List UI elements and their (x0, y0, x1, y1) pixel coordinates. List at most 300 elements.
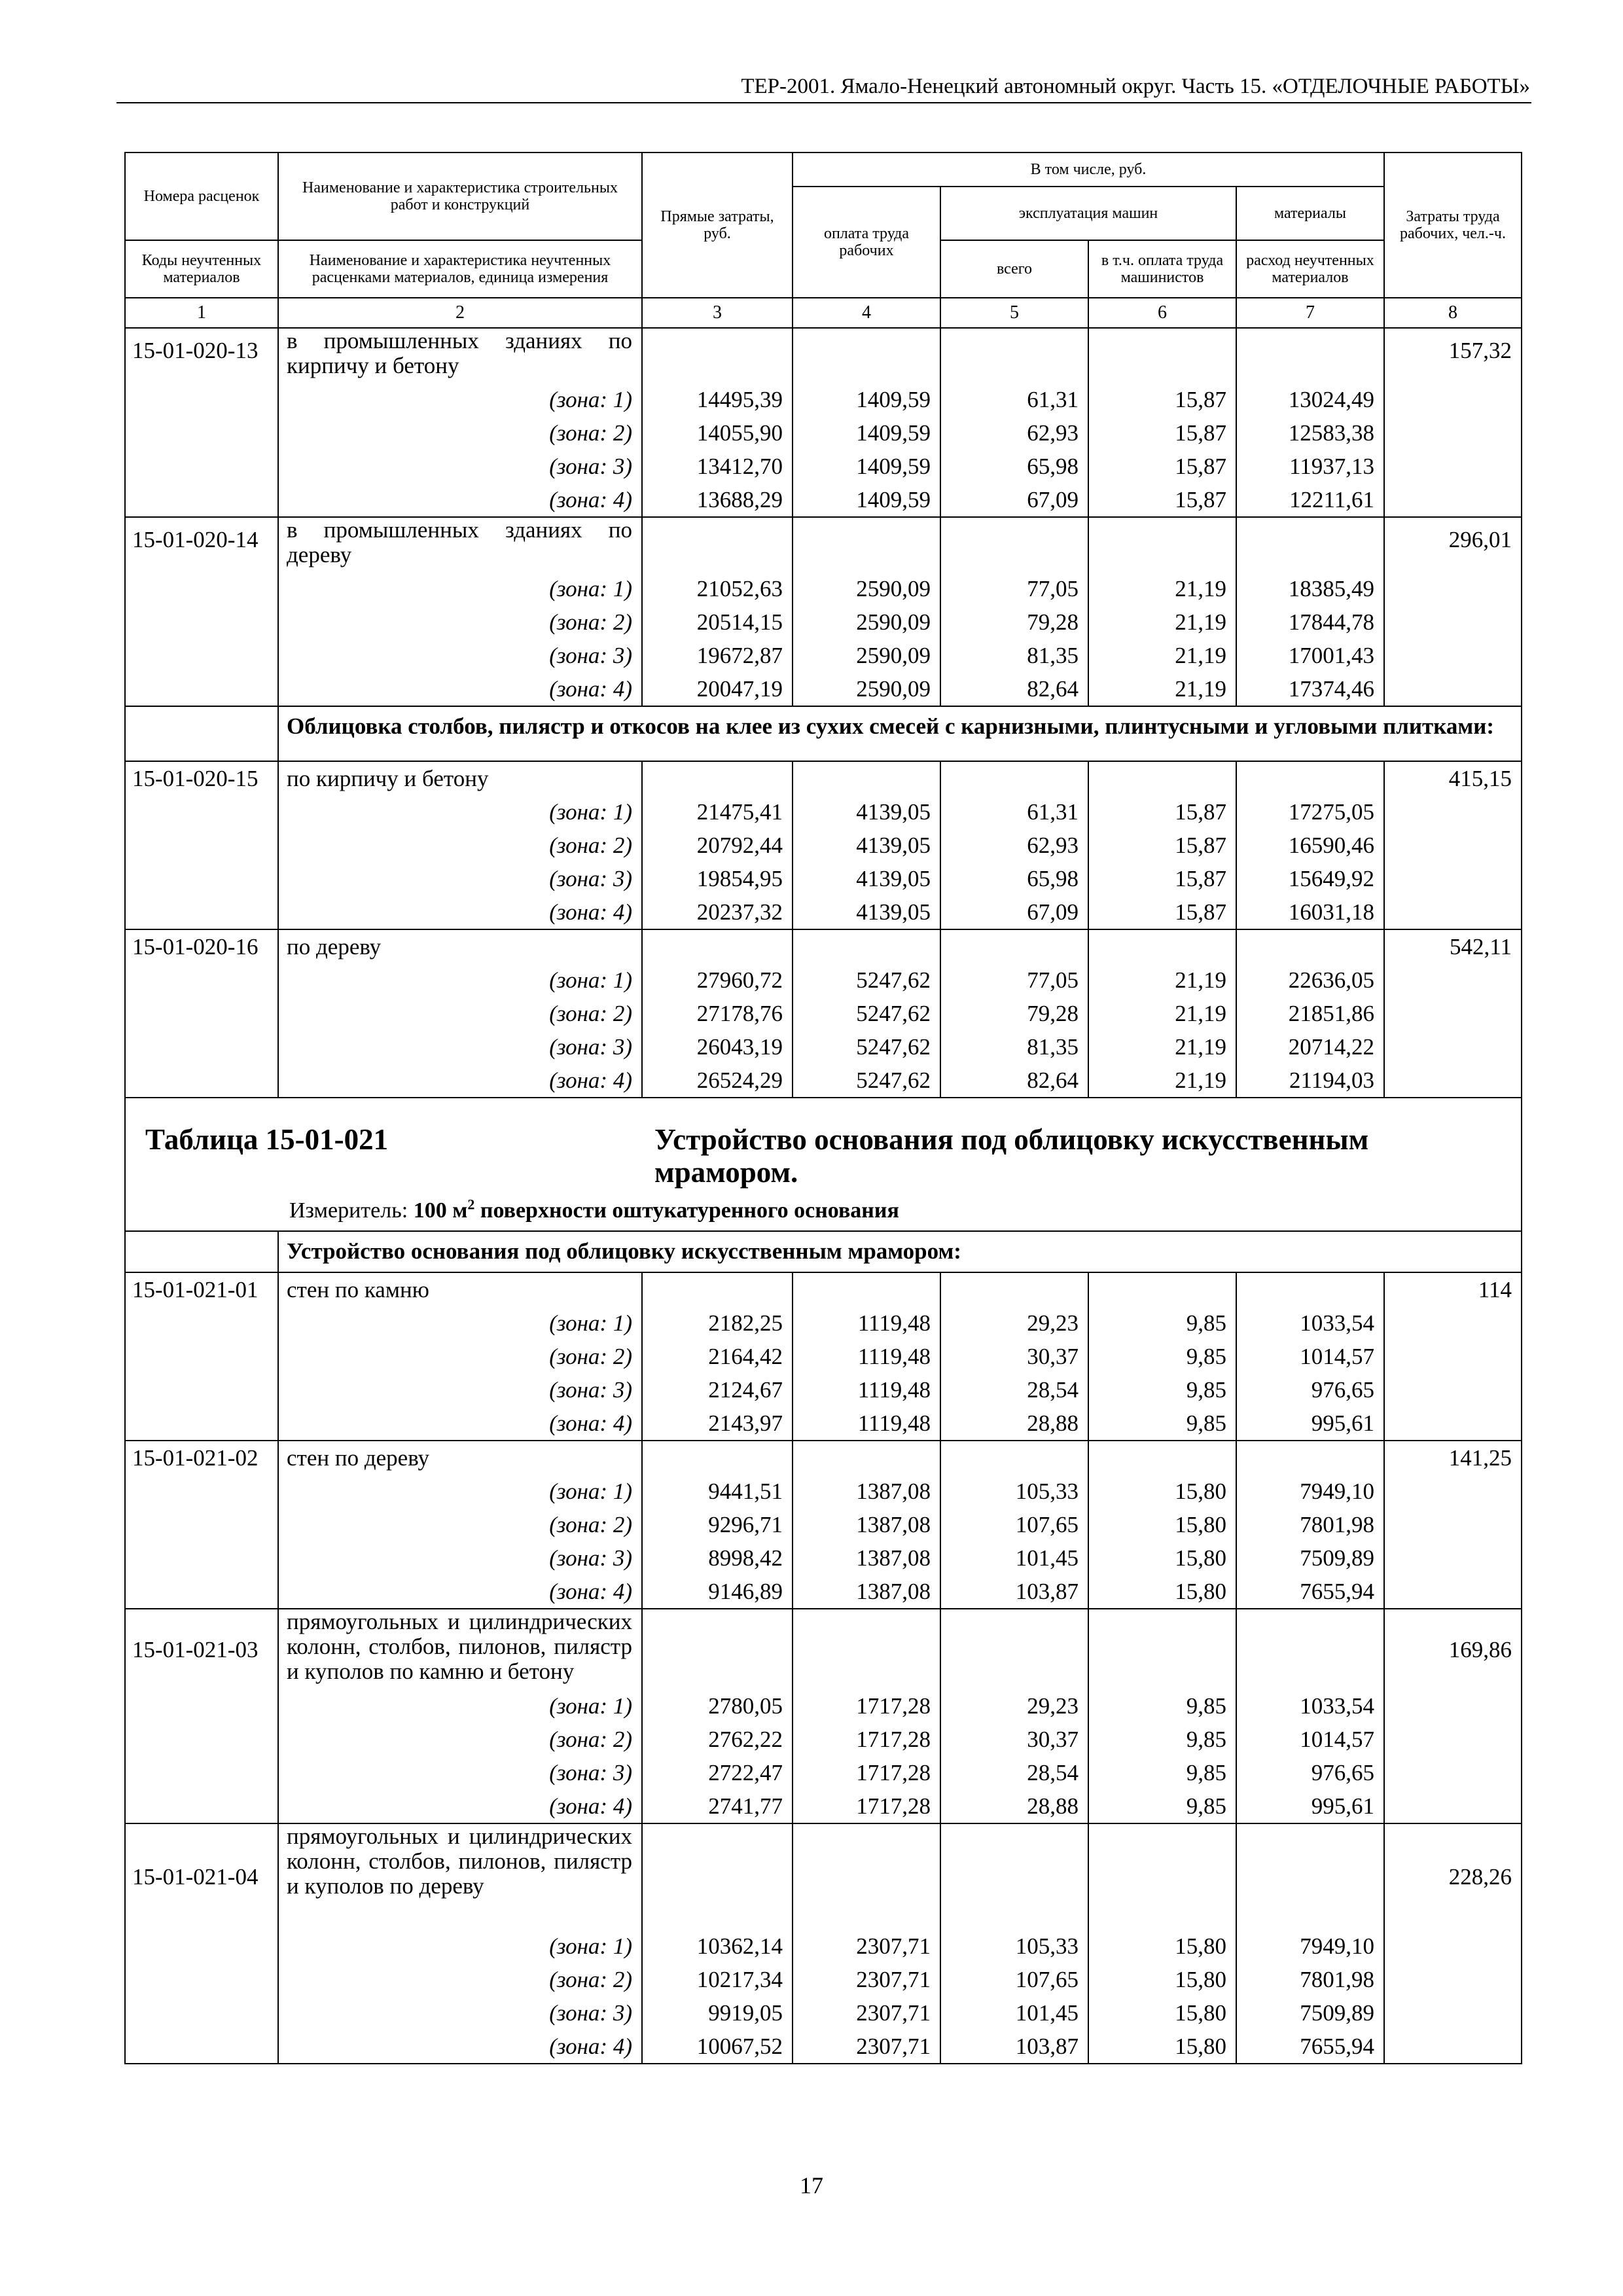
value-cell: 21,19 (1088, 1030, 1236, 1064)
value-cell: 7949,10 (1236, 1475, 1384, 1508)
empty-cell (940, 1823, 1088, 1929)
zone-row (125, 829, 1522, 862)
empty-cell (125, 572, 278, 605)
value-cell: 22636,05 (1236, 963, 1384, 997)
zone-label: (зона: 3) (278, 1541, 642, 1575)
value-cell: 21,19 (1088, 639, 1236, 672)
empty-cell (1384, 672, 1522, 706)
value-cell: 65,98 (940, 862, 1088, 895)
value-cell: 67,09 (940, 895, 1088, 929)
col-number-5: 5 (940, 298, 1088, 328)
rate-labor: 228,26 (1384, 1823, 1522, 1929)
rate-row (125, 1609, 1522, 1689)
value-cell: 13024,49 (1236, 383, 1384, 416)
rate-name: стен по камню (278, 1272, 642, 1306)
zone-row (125, 416, 1522, 450)
empty-cell (1384, 2030, 1522, 2064)
empty-cell (125, 1996, 278, 2030)
value-cell: 2722,47 (642, 1756, 793, 1789)
empty-cell (125, 416, 278, 450)
empty-cell (1236, 1823, 1384, 1929)
value-cell: 16590,46 (1236, 829, 1384, 862)
empty-cell (125, 1789, 278, 1823)
empty-cell (940, 517, 1088, 572)
table21-title-block (125, 1098, 1522, 1231)
zone-row (125, 383, 1522, 416)
empty-cell (940, 1609, 1088, 1689)
zone-label: (зона: 1) (278, 1306, 642, 1340)
value-cell: 9919,05 (642, 1996, 793, 2030)
zone-label: (зона: 4) (278, 895, 642, 929)
value-cell: 15,80 (1088, 1963, 1236, 1996)
rate-code: 15-01-021-01 (125, 1272, 278, 1306)
zone-row (125, 895, 1522, 929)
empty-cell (793, 517, 940, 572)
col-number-1: 1 (125, 298, 278, 328)
value-cell: 1033,54 (1236, 1689, 1384, 1723)
value-cell: 2762,22 (642, 1723, 793, 1756)
value-cell: 21,19 (1088, 963, 1236, 997)
empty-cell (1384, 1407, 1522, 1441)
empty-cell (125, 1756, 278, 1789)
empty-cell (1088, 1609, 1236, 1689)
zone-label: (зона: 1) (278, 963, 642, 997)
value-cell: 2182,25 (642, 1306, 793, 1340)
header-col2-bottom: Наименование и характеристика неучтенных расценками материалов, единица измерения (278, 240, 642, 298)
col-number-6: 6 (1088, 298, 1236, 328)
value-cell: 15,87 (1088, 895, 1236, 929)
value-cell: 2590,09 (793, 672, 940, 706)
zone-row (125, 1723, 1522, 1756)
header-col4: оплата труда рабочих (793, 187, 940, 298)
rates-table (124, 152, 1522, 2064)
value-cell: 1033,54 (1236, 1306, 1384, 1340)
empty-cell (1384, 1541, 1522, 1575)
header-col1-top: Номера расценок (125, 152, 278, 240)
value-cell: 4139,05 (793, 895, 940, 929)
rate-code: 15-01-020-15 (125, 761, 278, 795)
header-machines: эксплуатация машин (940, 187, 1236, 240)
empty-cell (125, 450, 278, 483)
value-cell: 1409,59 (793, 383, 940, 416)
value-cell: 9,85 (1088, 1373, 1236, 1407)
value-cell: 1119,48 (793, 1306, 940, 1340)
col-number-4: 4 (793, 298, 940, 328)
value-cell: 15,87 (1088, 829, 1236, 862)
empty-cell (125, 997, 278, 1030)
empty-cell (1384, 639, 1522, 672)
value-cell: 995,61 (1236, 1789, 1384, 1823)
empty-cell (1384, 1475, 1522, 1508)
value-cell: 18385,49 (1236, 572, 1384, 605)
value-cell: 2307,71 (793, 1929, 940, 1963)
value-cell: 15,87 (1088, 450, 1236, 483)
rate-name: по дереву (278, 929, 642, 963)
value-cell: 14055,90 (642, 416, 793, 450)
value-cell: 14495,39 (642, 383, 793, 416)
value-cell: 2143,97 (642, 1407, 793, 1441)
empty-cell (125, 1689, 278, 1723)
rate-row (125, 1272, 1522, 1306)
empty-cell (125, 605, 278, 639)
value-cell: 81,35 (940, 1030, 1088, 1064)
rate-row (125, 1823, 1522, 1929)
value-cell: 9,85 (1088, 1340, 1236, 1373)
zone-label: (зона: 2) (278, 997, 642, 1030)
header-including: В том числе, руб. (793, 152, 1384, 187)
value-cell: 2780,05 (642, 1689, 793, 1723)
table21-title: Устройство основания под облицовку искусственным мрамором. (654, 1123, 1369, 1189)
value-cell: 7655,94 (1236, 1575, 1384, 1609)
value-cell: 4139,05 (793, 829, 940, 862)
zone-row (125, 672, 1522, 706)
zone-label: (зона: 3) (278, 1996, 642, 2030)
empty-cell (940, 1272, 1088, 1306)
rate-row (125, 929, 1522, 963)
empty-cell (1384, 1030, 1522, 1064)
empty-cell (1088, 328, 1236, 383)
empty-cell (1236, 517, 1384, 572)
value-cell: 1717,28 (793, 1723, 940, 1756)
value-cell: 2307,71 (793, 1996, 940, 2030)
value-cell: 21,19 (1088, 605, 1236, 639)
empty-cell (125, 639, 278, 672)
rate-code: 15-01-020-14 (125, 517, 278, 572)
zone-row (125, 572, 1522, 605)
value-cell: 1119,48 (793, 1340, 940, 1373)
empty-cell (1384, 1689, 1522, 1723)
value-cell: 4139,05 (793, 862, 940, 895)
empty-cell (642, 1823, 793, 1929)
value-cell: 1387,08 (793, 1475, 940, 1508)
value-cell: 1387,08 (793, 1508, 940, 1541)
zone-row (125, 639, 1522, 672)
rate-name: прямоугольных и цилиндрических колонн, столбов, пилонов, пилястр и куполов по камню и бетону (278, 1609, 642, 1689)
value-cell: 10217,34 (642, 1963, 793, 1996)
page-number: 17 (800, 2172, 823, 2198)
zone-row (125, 1340, 1522, 1373)
empty-cell (125, 963, 278, 997)
zone-label: (зона: 1) (278, 1475, 642, 1508)
rate-name: в промышленных зданиях по кирпичу и бетону (278, 328, 642, 383)
value-cell: 1119,48 (793, 1407, 940, 1441)
zone-label: (зона: 2) (278, 605, 642, 639)
empty-cell (125, 483, 278, 517)
zone-label: (зона: 4) (278, 1064, 642, 1098)
empty-cell (1384, 1963, 1522, 1996)
empty-cell (125, 1030, 278, 1064)
empty-cell (642, 517, 793, 572)
meter-rest: поверхности оштукатуренного основания (474, 1198, 899, 1223)
empty-cell (642, 1441, 793, 1475)
rate-labor: 169,86 (1384, 1609, 1522, 1689)
empty-cell (125, 1231, 278, 1272)
header-col5: всего (940, 240, 1088, 298)
empty-cell (642, 328, 793, 383)
value-cell: 1014,57 (1236, 1723, 1384, 1756)
empty-cell (1384, 1373, 1522, 1407)
zone-label: (зона: 3) (278, 1373, 642, 1407)
empty-cell (1384, 1789, 1522, 1823)
zone-row (125, 1064, 1522, 1098)
section-row (125, 1231, 1522, 1272)
value-cell: 2590,09 (793, 572, 940, 605)
empty-cell (1236, 328, 1384, 383)
zone-row (125, 862, 1522, 895)
rate-code: 15-01-021-03 (125, 1609, 278, 1689)
empty-cell (940, 929, 1088, 963)
rate-labor: 141,25 (1384, 1441, 1522, 1475)
value-cell: 61,31 (940, 795, 1088, 829)
empty-cell (793, 328, 940, 383)
zone-row (125, 795, 1522, 829)
zone-label: (зона: 1) (278, 572, 642, 605)
value-cell: 17001,43 (1236, 639, 1384, 672)
value-cell: 21,19 (1088, 997, 1236, 1030)
value-cell: 27178,76 (642, 997, 793, 1030)
value-cell: 16031,18 (1236, 895, 1384, 929)
header-col6: в т.ч. оплата труда машинистов (1088, 240, 1236, 298)
header-col2-top: Наименование и характеристика строительных работ и конструкций (278, 152, 642, 240)
table21-meter (289, 1194, 899, 1227)
empty-cell (1384, 963, 1522, 997)
rate-name: стен по дереву (278, 1441, 642, 1475)
meter-prefix: Измеритель: (289, 1198, 408, 1223)
empty-cell (1384, 795, 1522, 829)
value-cell: 9441,51 (642, 1475, 793, 1508)
value-cell: 15649,92 (1236, 862, 1384, 895)
empty-cell (1088, 761, 1236, 795)
empty-cell (125, 795, 278, 829)
empty-cell (642, 761, 793, 795)
value-cell: 5247,62 (793, 963, 940, 997)
empty-cell (125, 1373, 278, 1407)
value-cell: 79,28 (940, 605, 1088, 639)
value-cell: 9,85 (1088, 1756, 1236, 1789)
value-cell: 28,88 (940, 1407, 1088, 1441)
rate-code: 15-01-021-04 (125, 1823, 278, 1929)
value-cell: 62,93 (940, 829, 1088, 862)
zone-row (125, 1996, 1522, 2030)
value-cell: 17844,78 (1236, 605, 1384, 639)
value-cell: 1387,08 (793, 1575, 940, 1609)
value-cell: 19854,95 (642, 862, 793, 895)
value-cell: 15,80 (1088, 1996, 1236, 2030)
value-cell: 82,64 (940, 672, 1088, 706)
empty-cell (1236, 929, 1384, 963)
value-cell: 105,33 (940, 1475, 1088, 1508)
zone-row (125, 483, 1522, 517)
zone-label: (зона: 4) (278, 1789, 642, 1823)
zone-label: (зона: 3) (278, 1030, 642, 1064)
empty-cell (1384, 895, 1522, 929)
empty-cell (125, 829, 278, 862)
empty-cell (1088, 929, 1236, 963)
zone-row (125, 1756, 1522, 1789)
empty-cell (1384, 997, 1522, 1030)
zone-label: (зона: 2) (278, 1508, 642, 1541)
zone-label: (зона: 3) (278, 450, 642, 483)
empty-cell (1236, 1441, 1384, 1475)
header-col7: расход неучтенных материалов (1236, 240, 1384, 298)
value-cell: 15,80 (1088, 1575, 1236, 1609)
value-cell: 2741,77 (642, 1789, 793, 1823)
value-cell: 9146,89 (642, 1575, 793, 1609)
zone-row (125, 1929, 1522, 1963)
rate-name: в промышленных зданиях по дереву (278, 517, 642, 572)
value-cell: 21851,86 (1236, 997, 1384, 1030)
value-cell: 61,31 (940, 383, 1088, 416)
empty-cell (1384, 1723, 1522, 1756)
empty-cell (125, 1475, 278, 1508)
value-cell: 2590,09 (793, 605, 940, 639)
zone-label: (зона: 2) (278, 1963, 642, 1996)
value-cell: 1387,08 (793, 1541, 940, 1575)
value-cell: 67,09 (940, 483, 1088, 517)
empty-cell (793, 1441, 940, 1475)
section-heading: Устройство основания под облицовку искусственным мрамором: (278, 1231, 1522, 1272)
value-cell: 29,23 (940, 1306, 1088, 1340)
empty-cell (1384, 483, 1522, 517)
header-col3: Прямые затраты, руб. (642, 152, 793, 298)
rate-code: 15-01-021-02 (125, 1441, 278, 1475)
empty-cell (940, 328, 1088, 383)
empty-cell (125, 1929, 278, 1963)
empty-cell (1384, 1508, 1522, 1541)
value-cell: 4139,05 (793, 795, 940, 829)
zone-label: (зона: 4) (278, 483, 642, 517)
empty-cell (1384, 416, 1522, 450)
table21-title-row (125, 1098, 1522, 1231)
value-cell: 19672,87 (642, 639, 793, 672)
value-cell: 103,87 (940, 1575, 1088, 1609)
zone-label: (зона: 4) (278, 1407, 642, 1441)
value-cell: 81,35 (940, 639, 1088, 672)
value-cell: 1119,48 (793, 1373, 940, 1407)
rate-name: по кирпичу и бетону (278, 761, 642, 795)
value-cell: 17275,05 (1236, 795, 1384, 829)
value-cell: 29,23 (940, 1689, 1088, 1723)
value-cell: 5247,62 (793, 1064, 940, 1098)
value-cell: 107,65 (940, 1963, 1088, 1996)
zone-label: (зона: 4) (278, 1575, 642, 1609)
empty-cell (125, 1541, 278, 1575)
empty-cell (1236, 1272, 1384, 1306)
empty-cell (793, 761, 940, 795)
empty-cell (1384, 1996, 1522, 2030)
rate-labor: 157,32 (1384, 328, 1522, 383)
rate-labor: 415,15 (1384, 761, 1522, 795)
value-cell: 9,85 (1088, 1723, 1236, 1756)
rate-row (125, 328, 1522, 383)
zone-label: (зона: 2) (278, 1340, 642, 1373)
value-cell: 15,87 (1088, 862, 1236, 895)
col-number-7: 7 (1236, 298, 1384, 328)
value-cell: 976,65 (1236, 1756, 1384, 1789)
rate-row (125, 1441, 1522, 1475)
rate-row (125, 761, 1522, 795)
value-cell: 21194,03 (1236, 1064, 1384, 1098)
value-cell: 21052,63 (642, 572, 793, 605)
empty-cell (793, 929, 940, 963)
rate-name: прямоугольных и цилиндрических колонн, столбов, пилонов, пилястр и куполов по дереву (278, 1823, 642, 1929)
value-cell: 7655,94 (1236, 2030, 1384, 2064)
col-number-3: 3 (642, 298, 793, 328)
empty-cell (1384, 1756, 1522, 1789)
header-rule (116, 102, 1531, 103)
rate-code: 15-01-020-13 (125, 328, 278, 383)
empty-cell (1088, 1823, 1236, 1929)
empty-cell (1384, 1575, 1522, 1609)
zone-row (125, 1306, 1522, 1340)
value-cell: 10362,14 (642, 1929, 793, 1963)
empty-cell (1384, 572, 1522, 605)
empty-cell (793, 1609, 940, 1689)
empty-cell (793, 1823, 940, 1929)
section-heading: Облицовка столбов, пилястр и откосов на клее из сухих смесей с карнизными, плинтусными и угловыми плитками: (278, 706, 1522, 761)
value-cell: 28,54 (940, 1756, 1088, 1789)
empty-cell (1088, 517, 1236, 572)
value-cell: 26524,29 (642, 1064, 793, 1098)
empty-cell (125, 1064, 278, 1098)
col-number-8: 8 (1384, 298, 1522, 328)
zone-row (125, 1407, 1522, 1441)
empty-cell (125, 2030, 278, 2064)
value-cell: 2307,71 (793, 2030, 940, 2064)
empty-cell (1384, 1306, 1522, 1340)
value-cell: 20714,22 (1236, 1030, 1384, 1064)
value-cell: 21,19 (1088, 672, 1236, 706)
empty-cell (940, 1441, 1088, 1475)
zone-label: (зона: 1) (278, 795, 642, 829)
empty-cell (125, 1340, 278, 1373)
empty-cell (125, 1407, 278, 1441)
zone-row (125, 605, 1522, 639)
value-cell: 1717,28 (793, 1689, 940, 1723)
empty-cell (1384, 1929, 1522, 1963)
value-cell: 77,05 (940, 963, 1088, 997)
value-cell: 1014,57 (1236, 1340, 1384, 1373)
empty-cell (125, 1963, 278, 1996)
empty-cell (125, 1723, 278, 1756)
value-cell: 7949,10 (1236, 1929, 1384, 1963)
zone-row (125, 1508, 1522, 1541)
value-cell: 62,93 (940, 416, 1088, 450)
value-cell: 2590,09 (793, 639, 940, 672)
zone-label: (зона: 2) (278, 1723, 642, 1756)
value-cell: 21,19 (1088, 572, 1236, 605)
value-cell: 28,88 (940, 1789, 1088, 1823)
value-cell: 101,45 (940, 1541, 1088, 1575)
value-cell: 11937,13 (1236, 450, 1384, 483)
value-cell: 30,37 (940, 1723, 1088, 1756)
value-cell: 15,87 (1088, 795, 1236, 829)
zone-row (125, 1689, 1522, 1723)
empty-cell (1384, 383, 1522, 416)
value-cell: 17374,46 (1236, 672, 1384, 706)
rate-labor: 296,01 (1384, 517, 1522, 572)
value-cell: 9,85 (1088, 1306, 1236, 1340)
value-cell: 1717,28 (793, 1756, 940, 1789)
value-cell: 2124,67 (642, 1373, 793, 1407)
value-cell: 8998,42 (642, 1541, 793, 1575)
empty-cell (793, 1272, 940, 1306)
header-col8: Затраты труда рабочих, чел.-ч. (1384, 152, 1522, 298)
zone-label: (зона: 1) (278, 1689, 642, 1723)
value-cell: 79,28 (940, 997, 1088, 1030)
empty-cell (1384, 605, 1522, 639)
value-cell: 20792,44 (642, 829, 793, 862)
